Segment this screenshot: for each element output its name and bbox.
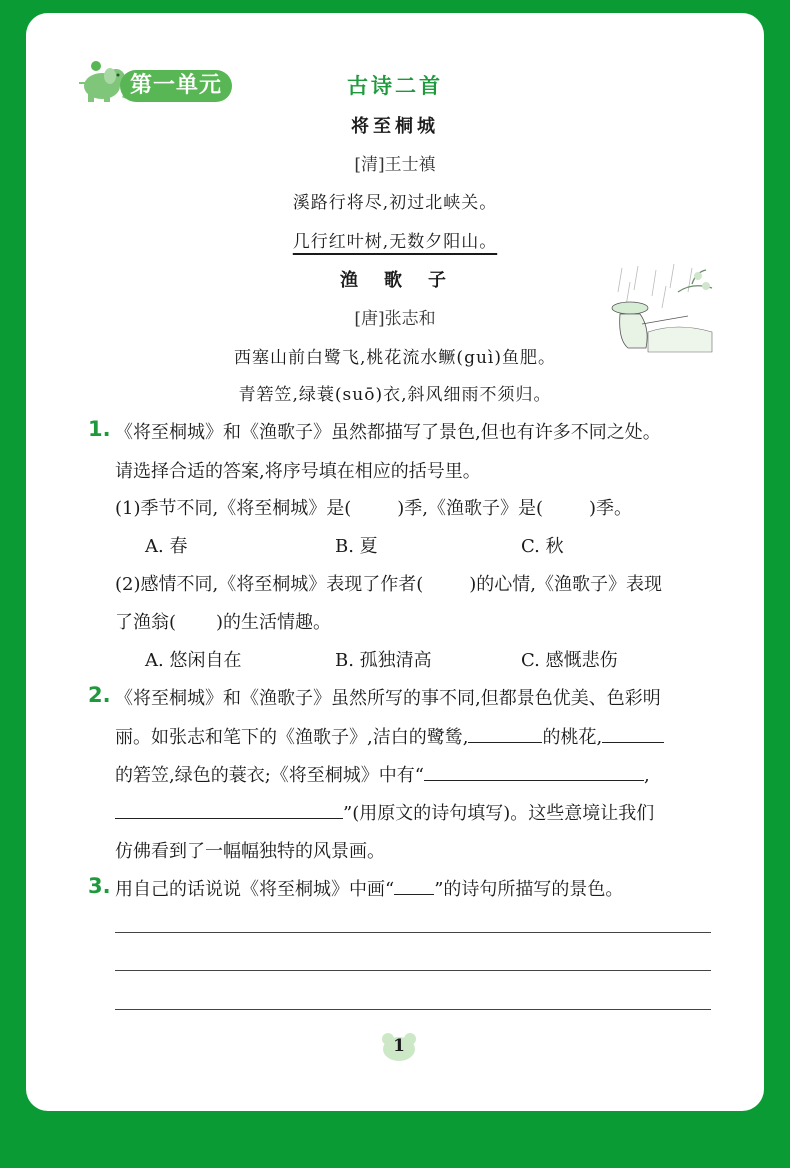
option-b-2: B. 孤独清高 <box>335 650 432 671</box>
option-c-1: C. 秋 <box>521 536 564 557</box>
answer-line-3[interactable] <box>115 1009 711 1010</box>
poem1-title: 将至桐城 <box>351 116 439 137</box>
poem2-title: 渔 歌 子 <box>340 270 450 291</box>
question-3-text: 用自己的话说说《将至桐城》中画“ ”的诗句所描写的景色。 <box>115 879 624 900</box>
question-1-part-2: (2)感情不同,《将至桐城》表现了作者( )的心情,《渔歌子》表现 <box>115 574 662 595</box>
option-a-1: A. 春 <box>145 536 188 557</box>
underline-marker <box>394 880 434 895</box>
question-1-number: 1. <box>88 417 111 441</box>
fill-blank-poem-line-2[interactable] <box>115 804 343 819</box>
poem1-line-2: 几行红叶树,无数夕阳山。 <box>292 232 498 252</box>
page-number: 1 <box>393 1036 405 1056</box>
question-1-line-2: 请选择合适的答案,将序号填在相应的括号里。 <box>115 461 481 482</box>
question-1-line-1: 《将至桐城》和《渔歌子》虽然都描写了景色,但也有许多不同之处。 <box>115 422 661 443</box>
question-1-part-2-cont: 了渔翁( )的生活情趣。 <box>115 612 332 633</box>
page-sheet <box>26 13 764 1111</box>
option-a-2: A. 悠闲自在 <box>145 650 242 671</box>
option-c-2: C. 感慨悲伤 <box>521 650 618 671</box>
question-2-line-2: 丽。如张志和笔下的《渔歌子》,洁白的鹭鸶, 的桃花, <box>115 723 664 749</box>
question-1-part-1: (1)季节不同,《将至桐城》是( )季,《渔歌子》是( )季。 <box>115 498 633 519</box>
poem1-line-1: 溪路行将尽,初过北峡关。 <box>292 193 498 213</box>
fill-blank-peach-color[interactable] <box>468 728 542 743</box>
poem2-author: [唐]张志和 <box>354 309 436 329</box>
question-2-number: 2. <box>88 683 111 707</box>
option-b-1: B. 夏 <box>335 536 378 557</box>
poem2-line-1: 西塞山前白鹭飞,桃花流水鳜(guì)鱼肥。 <box>234 348 556 368</box>
poem1-author: [清]王士禛 <box>354 155 436 175</box>
answer-line-2[interactable] <box>115 970 711 971</box>
question-2-line-3: 的箬笠,绿色的蓑衣;《将至桐城》中有“ , <box>115 765 650 786</box>
question-2-line-5: 仿佛看到了一幅幅独特的风景画。 <box>115 841 385 862</box>
poem2-line-2: 青箬笠,绿蓑(suō)衣,斜风细雨不须归。 <box>238 385 552 405</box>
section-title: 古诗二首 <box>347 74 443 98</box>
fill-blank-poem-line-1[interactable] <box>424 766 644 781</box>
question-2-line-4: ”(用原文的诗句填写)。这些意境让我们 <box>115 799 654 825</box>
fill-blank-hat-color[interactable] <box>602 728 664 743</box>
question-2-line-1: 《将至桐城》和《渔歌子》虽然所写的事不同,但都景色优美、色彩明 <box>115 688 661 709</box>
unit-badge: 第一单元 <box>120 70 232 102</box>
answer-line-1[interactable] <box>115 932 711 933</box>
question-3-number: 3. <box>88 874 111 898</box>
